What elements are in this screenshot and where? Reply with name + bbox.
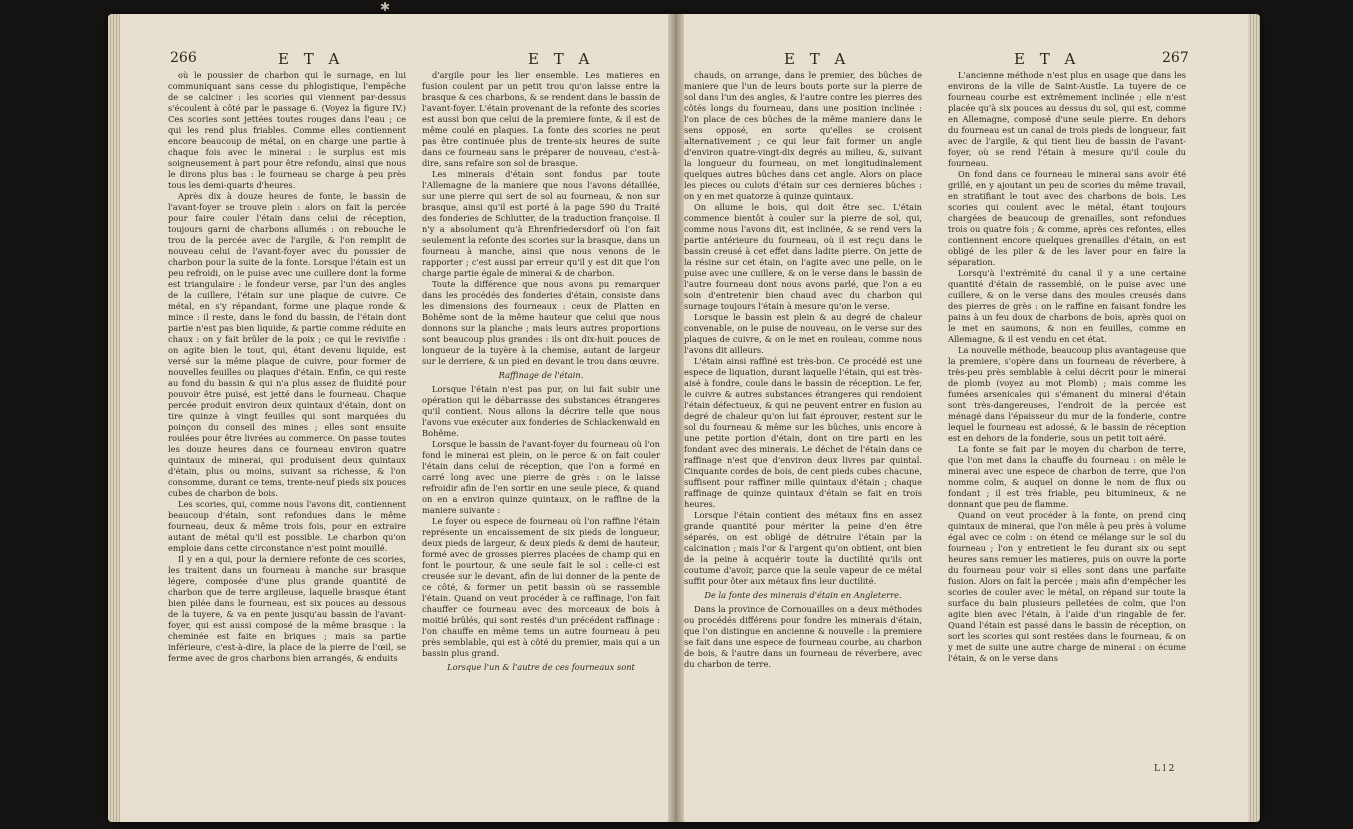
running-head: E T A <box>278 50 345 68</box>
paragraph: d'argile pour les lier ensemble. Les matieres en fusion coulent par un petit trou qu'on laisse entre la brasque & ces charbons, & se rendent dans le bassin de l'avant-foyer. L'étain provenant de la refonte des scories est aussi bon que celui de la premiere fonte, & il est de même coulé en plaques. La fonte des scories ne peut pas être continuée plus de trente-six heures de suite dans ce fourneau sans le préparer de nouveau, c'est-à-dire, sans refaire son sol de brasque. <box>422 70 660 168</box>
running-head: E T A <box>528 50 595 68</box>
running-head: E T A <box>1014 50 1081 68</box>
paragraph: Lorsqu'à l'extrémité du canal il y a une certaine quantité d'étain de rassemblé, on le puise avec une cuillere, & on le verse dans des moules creusés dans des pierres de grès : on le raffine en faisant fondre les pains à un feu doux de charbons de bois, après quoi on le met en saumons, & non en feuilles, comme en Allemagne, & il est vendu en cet état. <box>948 268 1186 344</box>
paragraph: Raffinage de l'étain. <box>498 370 584 380</box>
left-page <box>168 50 666 780</box>
paragraph: La fonte se fait par le moyen du charbon de terre, que l'on met dans la chauffe du fourneau : on mêle le minerai avec une espece de charbon de terre, que l'on nomme colm, & auquel on donne le nom de flux ou fondant ; il est très friable, peu bitumineux, & ne donnant que peu de flamme. <box>948 444 1186 509</box>
right-page <box>684 50 1204 780</box>
paragraph: Lorsque l'un & l'autre de ces fourneaux sont <box>447 662 635 672</box>
paragraph: Lorsque l'étain contient des métaux fins en assez grande quantité pour mériter la peine d'en être séparés, on est obligé de détruire l'étain par la calcination ; mais l'or & l'argent qu'on obtient, ont bien de la peine à acquérir toute la ductilité qu'ils ont coutume d'avoir, parce que la seule vapeur de ce métal suffit pour ôter aux métaux fins leur ductilité. <box>684 510 922 586</box>
paragraph: Les scories, qui, comme nous l'avons dit, contiennent beaucoup d'étain, sont refondues dans le même fourneau, deux & même trois fois, pour en extraire autant de métal qu'il est possible. Le charbon qu'on emploie dans cette circonstance n'est point mouillé. <box>168 499 406 553</box>
text-column <box>422 70 660 780</box>
page-number: 267 <box>1162 50 1189 66</box>
bookmark-icon: ✱ <box>380 0 391 14</box>
book-gutter <box>668 14 684 822</box>
paragraph: Lorsque le bassin de l'avant-foyer du fourneau où l'on fond le minerai est plein, on le perce & on fait couler l'étain dans celui de réception, que l'on a formé en carré long avec une pierre de grès : on le laisse refroidir afin de l'en sortir en une seule piece, & quand on en a environ quinze quintaux, on le raffine de la maniere suivante : <box>422 439 660 515</box>
page-number: 266 <box>170 50 197 66</box>
signature-mark: L l 2 <box>1154 764 1175 774</box>
text-column <box>168 70 406 780</box>
paragraph: L'étain ainsi raffiné est très-bon. Ce procédé est une espece de liquation, durant laquelle l'étain, qui est très-aisé à fondre, coule dans le bassin de réception. Le fer, le cuivre & autres substances étrangeres qui rendoient l'étain défectueux, & qui ne peuvent entrer en fusion au degré de chaleur qu'on lui fait éprouver, restent sur le sol du fourneau & même sur les bûches, unis encore à une petite portion d'étain, dont on tire parti en les fondant avec des minerais. Le déchet de l'étain dans ce raffinage n'est que d'environ deux livres par quintal. Cinquante cordes de bois, de cent pieds cubes chacune, suffisent pour raffiner mille quintaux d'étain ; chaque raffinage de quinze quintaux d'étain se fait en trois heures. <box>684 356 922 509</box>
paragraph: Lorsque le bassin est plein & au degré de chaleur convenable, on le puise de nouveau, on le verse sur des plaques de cuivre, & on le met en rouleau, comme nous l'avons dit ailleurs. <box>684 312 922 355</box>
paragraph: Lorsque l'étain n'est pas pur, on lui fait subir une opération qui le débarrasse des substances étrangeres qu'il contient. Nous allons la décrire telle que nous l'avons vue exécuter aux fonderies de Schlackenwald en Bohême. <box>422 384 660 438</box>
running-head: E T A <box>784 50 851 68</box>
paragraph: Après dix à douze heures de fonte, le bassin de l'avant-foyer se trouve plein : alors on fait la percée pour faire couler l'étain dans celui de réception, toujours garni de charbons allumés : on rebouche le trou de la percée avec de l'argile, & l'on remplit de nouveau celui de l'avant-foyer avec du poussier de charbon pour la suite de la fonte. Lorsque l'étain est un peu refroidi, on le puise avec une cuillere dont la forme est triangulaire : le fondeur verse, par l'un des angles de la cuillere, l'étain sur une plaque de cuivre. Ce métal, en s'y répandant, forme une plaque ronde & mince : il reste, dans le fond du bassin, de l'étain dont partie n'est pas bien liquide, & partie comme réduite en chaux : on y fait brûler de la poix ; ce qui le revivifie : on agite bien le tout, qui, étant devenu liquide, est versé sur la même plaque de cuivre, pour former de nouvelles feuilles ou plaques d'étain. Enfin, ce qui reste au fond du bassin & qui n'a plus assez de fluidité pour pouvoir être puisé, est jetté dans le fourneau. Chaque percée produit environ deux quintaux d'étain, dont on tire quinze à vingt feuilles qui sont marquées du poinçon du conseil des mines ; elles sont ensuite roulées pour être livrées au commerce. On passe toutes les douze heures dans ce fourneau environ quatre quintaux de minerai, qui produisent deux quintaux d'étain, plus ou moins, suivant sa richesse, & l'on consomme, durant ce tems, trente-neuf pieds six pouces cubes de charbon de bois. <box>168 191 406 498</box>
page-edges-right <box>1248 14 1260 822</box>
paragraph: On fond dans ce fourneau le minerai sans avoir été grillé, en y ajoutant un peu de scories du même travail, en stratifiant le tout avec des charbons de bois. Les scories qui coulent avec le métal, étant toujours chargées de beaucoup de grenailles, sont refondues trois ou quatre fois ; & comme, après ces refontes, elles contiennent encore quelques grenailles d'étain, on est obligé de les piler & de les laver pour en faire la séparation. <box>948 169 1186 267</box>
paragraph: où le poussier de charbon qui le surnage, en lui communiquant sans cesse du phlogistique, l'empêche de se calciner : les scories qui viennent par-dessus s'écoulent à côté par le passage 6. (Voyez la figure IV.) Ces scories sont jettées toutes rouges dans l'eau ; ce qui les rend plus friables. Comme elles contiennent encore beaucoup de métal, on en charge une partie à chaque fois avec le minerai : le surplus est mis soigneusement à part pour être refondu, ainsi que nous le dirons plus bas : le fourneau se charge à peu près tous les demi-quarts d'heures. <box>168 70 406 190</box>
paragraph: Dans la province de Cornouailles on a deux méthodes ou procédés différens pour fondre les minerais d'étain, que l'on distingue en ancienne & nouvelle : la premiere se fait dans une espece de fourneau courbe, au charbon de bois, & l'autre dans un fourneau de réverbere, avec du charbon de terre. <box>684 604 922 669</box>
paragraph: La nouvelle méthode, beaucoup plus avantageuse que la premiere, s'opère dans un fourneau de réverbere, à très-peu près semblable à celui décrit pour le minerai de plomb (voyez au mot Plomb) ; mais comme les fumées arsenicales qui s'émanent du minerai d'étain sont très-dangereuses, l'endroit de la percée est ménagé dans l'épaisseur du mur de la fonderie, contre lequel le fourneau est adossé, & le bassin de réception est en dehors de la fonderie, sous un petit toit aéré. <box>948 345 1186 443</box>
paragraph: Quand on veut procéder à la fonte, on prend cinq quintaux de minerai, que l'on mêle à peu près à volume égal avec ce colm : on étend ce mélange sur le sol du fourneau ; l'on y entretient le feu durant six ou sept heures sans remuer les matieres, puis on ouvre la porte du fourneau pour voir si elles sont dans une parfaite fusion. Alors on fait la percée ; mais afin d'empêcher les scories de couler avec le métal, on répand sur toute la surface du bain plusieurs pelletées de colm, que l'on agite bien avec l'étain, à l'aide d'un ringable de fer. Quand l'étain est passé dans le bassin de réception, on sort les scories qui sont restées dans le fourneau, & on y met de suite une autre charge de minerai : on écume l'étain, & on le verse dans <box>948 510 1186 663</box>
paragraph: L'ancienne méthode n'est plus en usage que dans les environs de la ville de Saint-Austle. La tuyere de ce fourneau courbe est extrêmement inclinée ; elle n'est placée qu'à six pouces au dessus du sol, qui est, comme en Allemagne, composé d'une seule pierre. En dehors du fourneau est un canal de trois pieds de longueur, fait avec de l'argile, & qui tient lieu de bassin de l'avant-foyer, où se rend l'étain à mesure qu'il coule du fourneau. <box>948 70 1186 168</box>
paragraph: De la fonte des minerais d'étain en Angleterre. <box>704 590 902 600</box>
text-column <box>948 70 1186 750</box>
paragraph: Les minerais d'étain sont fondus par toute l'Allemagne de la maniere que nous l'avons détaillée, sur une pierre qui sert de sol au fourneau, & non sur brasque, ainsi qu'il est porté à la page 590 du Traité des fonderies de Schlutter, de la traduction françoise. Il n'y a absolument qu'à Ehrenfriedersdorf où l'on fait seulement la refonte des scories sur la brasque, dans un fourneau à manche, ainsi que nous venons de le rapporter ; c'est aussi par erreur qu'il y est dit que l'on charge partie égale de minerai & de charbon. <box>422 169 660 278</box>
paragraph: Le foyer ou espece de fourneau où l'on raffine l'étain représente un encaissement de six pieds de longueur, deux pieds de largeur, & deux pieds & demi de hauteur, formé avec de grosses pierres placées de champ qui en font le pourtour, & une seule fait le sol : celle-ci est creusée sur le devant, afin de lui donner de la pente de ce côté, & former un petit bassin où se rassemble l'étain. Quand on veut procéder à ce raffinage, l'on fait chauffer ce fourneau avec des morceaux de bois à moitié brûlés, qui sont restés d'un précédent raffinage : l'on chauffe en même tems un autre fourneau à peu près semblable, qui est à côté du premier, mais qui a un bassin plus grand. <box>422 516 660 658</box>
text-column <box>684 70 922 780</box>
page-edges-left <box>108 14 120 822</box>
paragraph: Il y en a qui, pour la derniere refonte de ces scories, les traitent dans un fourneau à manche sur brasque légere, composée d'une plus grande quantité de charbon que de terre argileuse, laquelle brasque étant bien pilée dans le fourneau, est six pouces au dessous de la tuyere, & va en pente jusqu'au bassin de l'avant-foyer, qui est aussi composé de la même brasque : la cheminée est faite en briques ; mais sa partie inférieure, c'est-à-dire, la place de la pierre de l'œil, se ferme avec de gros charbons bien arrangés, & enduits <box>168 554 406 663</box>
paragraph: chauds, on arrange, dans le premier, des bûches de maniere que l'un de leurs bouts porte sur la pierre de sol dans l'un des angles, & l'autre contre les pierres des côtés longs du fourneau, dans une position inclinée : l'on place de ces bûches de la même maniere dans le sens opposé, en sorte qu'elles se croisent alternativement ; ce qui leur fait former un angle d'environ quatre-vingt-dix degrés au milieu, &, suivant la longueur du fourneau, on met longitudinalement quelques autres bûches dans cet angle. Alors on place les pieces ou culots d'étain sur ces dernieres bûches : on y en met quatorze à quinze quintaux. <box>684 70 922 201</box>
paragraph: On allume le bois, qui doit être sec. L'étain commence bientôt à couler sur la pierre de sol, qui, comme nous l'avons dit, est inclinée, & se rend vers la partie antérieure du fourneau, où il est reçu dans le bassin creusé à cet effet dans ladite pierre. On jette de la résine sur cet étain, on l'agite avec une pelle, on le puise avec une cuillere, & on le verse dans le bassin de l'autre fourneau dont nous avons parlé, que l'on a eu soin d'entretenir bien chaud avec du charbon qui surnage toujours l'étain à mesure qu'on le verse. <box>684 202 922 311</box>
paragraph: Toute la différence que nous avons pu remarquer dans les procédés des fonderies d'étain, consiste dans les dimensions des fourneaux : ceux de Platten en Bohême sont de la même hauteur que celui que nous donnons sur la planche ; mais leurs autres proportions sont beaucoup plus grandes : ils ont dix-huit pouces de longueur de la tuyère à la chemise, autant de largeur sur le derriere, & un pied en devant le trou dans œuvre. <box>422 279 660 366</box>
